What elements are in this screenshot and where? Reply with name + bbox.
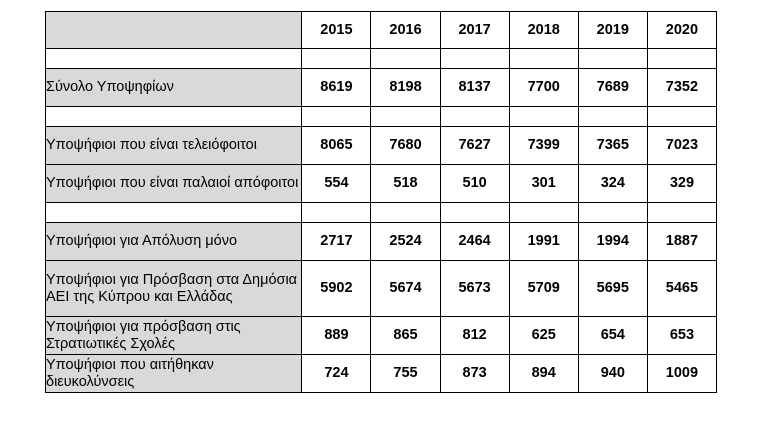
value-cell: 873 bbox=[440, 355, 509, 393]
empty-cell bbox=[647, 203, 716, 223]
row-label: Σύνολο Υποψηφίων bbox=[46, 69, 302, 107]
value-cell: 865 bbox=[371, 317, 440, 355]
table-row-military-schools bbox=[46, 317, 717, 355]
value-cell: 8065 bbox=[302, 127, 371, 165]
empty-cell bbox=[302, 49, 371, 69]
table-row-total bbox=[46, 69, 717, 107]
value-cell: 554 bbox=[302, 165, 371, 203]
value-cell: 2464 bbox=[440, 223, 509, 261]
value-cell: 2717 bbox=[302, 223, 371, 261]
table-row-past-graduates bbox=[46, 165, 717, 203]
value-cell: 7023 bbox=[647, 127, 716, 165]
row-label: Υποψήφιοι που αιτήθηκαν διευκολύνσεις bbox=[46, 355, 302, 393]
empty-cell bbox=[371, 107, 440, 127]
spacer-row bbox=[46, 203, 717, 223]
value-cell: 1991 bbox=[509, 223, 578, 261]
value-cell: 653 bbox=[647, 317, 716, 355]
table-row-university-access bbox=[46, 261, 717, 317]
value-cell: 1009 bbox=[647, 355, 716, 393]
spacer-row bbox=[46, 107, 717, 127]
empty-cell bbox=[440, 49, 509, 69]
value-cell: 2524 bbox=[371, 223, 440, 261]
table-row-accommodations bbox=[46, 355, 717, 393]
value-cell: 5695 bbox=[578, 261, 647, 317]
value-cell: 1887 bbox=[647, 223, 716, 261]
value-cell: 8198 bbox=[371, 69, 440, 107]
empty-cell bbox=[440, 203, 509, 223]
value-cell: 894 bbox=[509, 355, 578, 393]
value-cell: 7689 bbox=[578, 69, 647, 107]
empty-cell bbox=[46, 203, 302, 223]
empty-cell bbox=[647, 107, 716, 127]
year-header: 2017 bbox=[440, 12, 509, 49]
value-cell: 5902 bbox=[302, 261, 371, 317]
table-row-graduation-only bbox=[46, 223, 717, 261]
value-cell: 812 bbox=[440, 317, 509, 355]
value-cell: 324 bbox=[578, 165, 647, 203]
table-row-final-year bbox=[46, 127, 717, 165]
row-label: Υποψήφιοι για πρόσβαση στις Στρατιωτικές Σχολές bbox=[46, 317, 302, 355]
empty-cell bbox=[302, 203, 371, 223]
header-row bbox=[46, 12, 717, 49]
value-cell: 8619 bbox=[302, 69, 371, 107]
value-cell: 7399 bbox=[509, 127, 578, 165]
empty-cell bbox=[371, 203, 440, 223]
empty-cell bbox=[509, 107, 578, 127]
empty-cell bbox=[509, 49, 578, 69]
row-label: Υποψήφιοι για Απόλυση μόνο bbox=[46, 223, 302, 261]
value-cell: 7627 bbox=[440, 127, 509, 165]
value-cell: 5709 bbox=[509, 261, 578, 317]
empty-cell bbox=[578, 203, 647, 223]
empty-cell bbox=[46, 107, 302, 127]
value-cell: 5673 bbox=[440, 261, 509, 317]
empty-cell bbox=[440, 107, 509, 127]
empty-cell bbox=[578, 107, 647, 127]
value-cell: 5674 bbox=[371, 261, 440, 317]
value-cell: 755 bbox=[371, 355, 440, 393]
value-cell: 654 bbox=[578, 317, 647, 355]
candidates-table bbox=[45, 11, 717, 393]
empty-cell bbox=[371, 49, 440, 69]
value-cell: 510 bbox=[440, 165, 509, 203]
row-label: Υποψήφιοι για Πρόσβαση στα Δημόσια ΑΕΙ της Κύπρου και Ελλάδας bbox=[46, 261, 302, 317]
empty-cell bbox=[647, 49, 716, 69]
row-label: Υποψήφιοι που είναι παλαιοί απόφοιτοι bbox=[46, 165, 302, 203]
row-label: Υποψήφιοι που είναι τελειόφοιτοι bbox=[46, 127, 302, 165]
empty-cell bbox=[509, 203, 578, 223]
empty-cell bbox=[578, 49, 647, 69]
value-cell: 7365 bbox=[578, 127, 647, 165]
value-cell: 7700 bbox=[509, 69, 578, 107]
value-cell: 518 bbox=[371, 165, 440, 203]
corner-cell bbox=[46, 12, 302, 49]
year-header: 2015 bbox=[302, 12, 371, 49]
value-cell: 625 bbox=[509, 317, 578, 355]
value-cell: 7680 bbox=[371, 127, 440, 165]
value-cell: 889 bbox=[302, 317, 371, 355]
year-header: 2020 bbox=[647, 12, 716, 49]
value-cell: 1994 bbox=[578, 223, 647, 261]
empty-cell bbox=[46, 49, 302, 69]
value-cell: 724 bbox=[302, 355, 371, 393]
value-cell: 7352 bbox=[647, 69, 716, 107]
value-cell: 329 bbox=[647, 165, 716, 203]
year-header: 2016 bbox=[371, 12, 440, 49]
spacer-row bbox=[46, 49, 717, 69]
value-cell: 301 bbox=[509, 165, 578, 203]
year-header: 2019 bbox=[578, 12, 647, 49]
year-header: 2018 bbox=[509, 12, 578, 49]
value-cell: 5465 bbox=[647, 261, 716, 317]
empty-cell bbox=[302, 107, 371, 127]
value-cell: 8137 bbox=[440, 69, 509, 107]
value-cell: 940 bbox=[578, 355, 647, 393]
